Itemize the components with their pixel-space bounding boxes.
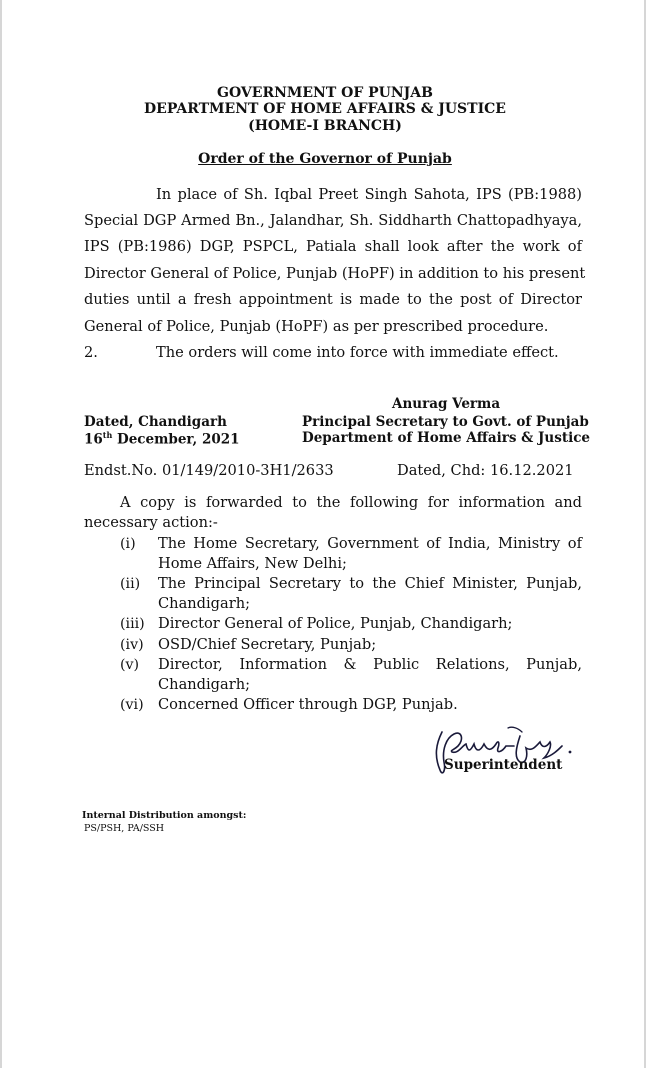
recipient-line: The Principal Secretary to the Chief Minister, Punjab, [158,575,582,592]
recipient-number: (i) [120,536,136,552]
recipient-number: (ii) [120,576,141,592]
paragraph1-line3: IPS (PB:1986) DGP, PSPCL, Patiala shall look after the work of [84,238,582,255]
recipient-line: Chandigarh; [158,595,251,612]
paragraph1-line4: Director General of Police, Punjab (HoPF) in addition to his present [84,265,586,282]
internal-distribution-label: Internal Distribution amongst: [82,810,247,821]
endorsement-number: Endst.No. 01/149/2010-3H1/2633 [84,462,334,479]
recipient-line: Concerned Officer through DGP, Punjab. [158,696,458,713]
recipient-number: (v) [120,657,140,673]
recipient-line: OSD/Chief Secretary, Punjab; [158,636,377,653]
header-branch: (HOME-I BRANCH) [248,118,402,134]
superintendent-label: Superintendent [444,757,563,773]
signatory-department: Department of Home Affairs & Justice [302,430,591,446]
paragraph2-text: The orders will come into force with immediate effect. [156,344,559,361]
copy-intro-line2: necessary action:- [84,514,218,531]
signatory-name: Anurag Verma [392,396,501,412]
recipient-line: The Home Secretary, Government of India, Ministry of [158,535,582,552]
endorsement-date: Dated, Chd: 16.12.2021 [397,462,574,479]
handwritten-signature [422,722,582,784]
internal-distribution-list: PS/PSH, PA/SSH [84,823,165,834]
copy-intro-line1: A copy is forwarded to the following for information and [120,494,582,511]
recipient-number: (vi) [120,697,144,713]
recipient-number: (iv) [120,637,144,653]
dated-place: Dated, Chandigarh [84,414,227,430]
dated-date [84,430,240,448]
recipient-line: Director General of Police, Punjab, Chandigarh; [158,615,513,632]
order-title: Order of the Governor of Punjab [198,151,452,167]
dated-day: 16 [84,431,103,448]
recipient-line: Home Affairs, New Delhi; [158,555,347,572]
recipient-line: Chandigarh; [158,676,251,693]
dated-rest: December, 2021 [112,431,240,448]
signatory-designation: Principal Secretary to Govt. of Punjab [302,414,589,430]
header-department: DEPARTMENT OF HOME AFFAIRS & JUSTICE [144,101,506,117]
recipient-number: (iii) [120,616,145,632]
dated-suffix: th [102,430,113,440]
paragraph1-line5: duties until a fresh appointment is made to the post of Director [84,291,582,308]
paragraph2-number: 2. [84,344,98,361]
paragraph1-line1: In place of Sh. Iqbal Preet Singh Sahota, IPS (PB:1988) [156,186,582,203]
paragraph1-line6: General of Police, Punjab (HoPF) as per prescribed procedure. [84,318,549,335]
paragraph1-line2: Special DGP Armed Bn., Jalandhar, Sh. Siddharth Chattopadhyaya, [84,212,582,229]
recipient-line: Director, Information & Public Relations, Punjab, [158,656,582,673]
header-government: GOVERNMENT OF PUNJAB [217,85,433,101]
